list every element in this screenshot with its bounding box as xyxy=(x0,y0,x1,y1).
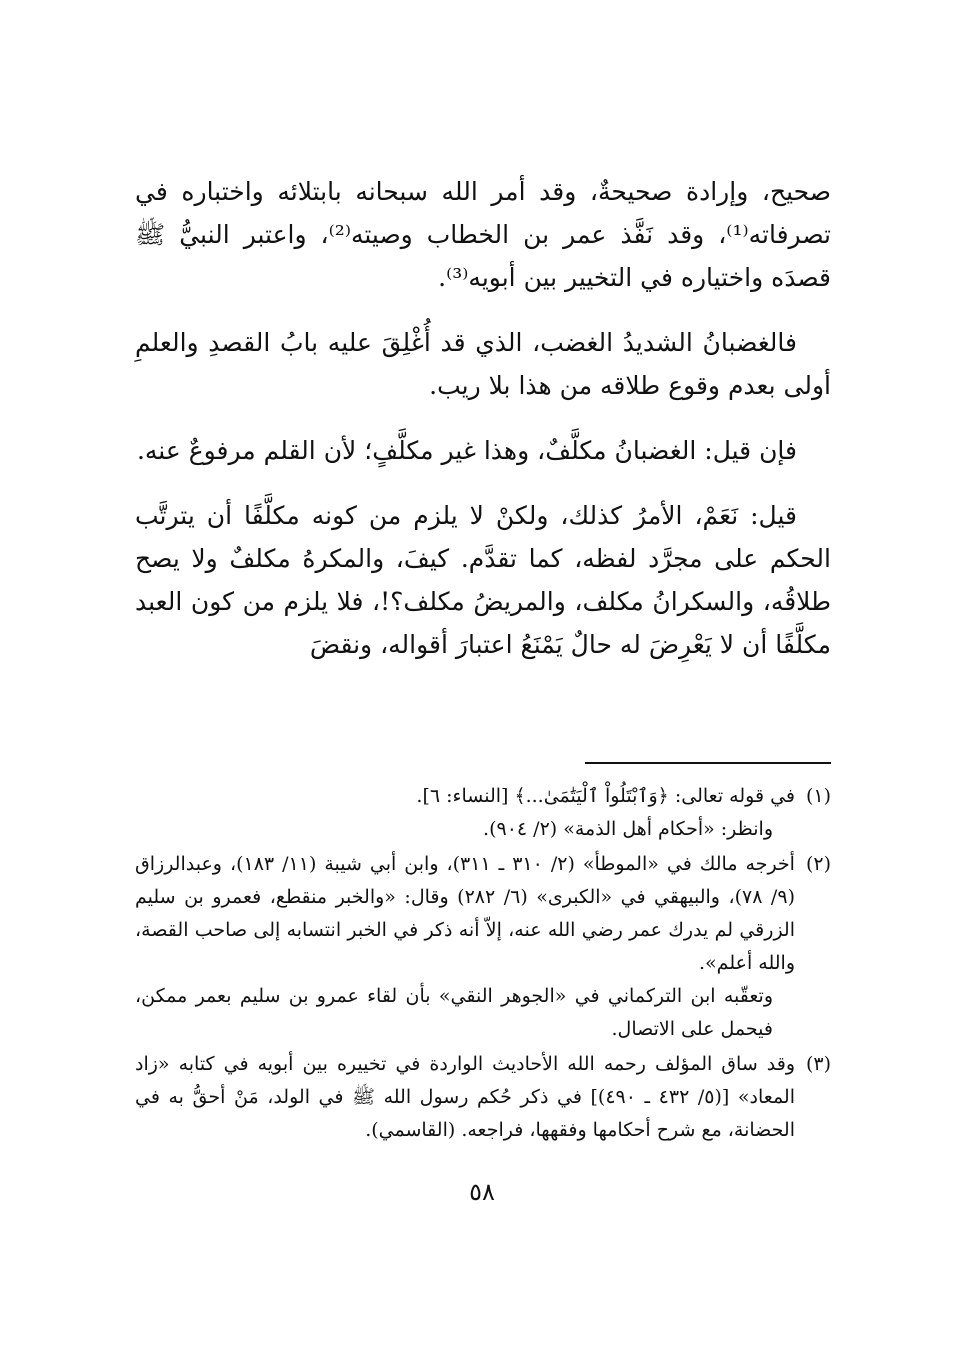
footnote-line: وتعقّبه ابن التركماني في «الجوهر النقي» بأن لقاء عمرو بن سليم بعمر ممكن، فيحمل على الاتصال. xyxy=(135,985,773,1040)
footnote-line: أخرجه مالك في «الموطأ» (٢/ ٣١٠ ـ ٣١١)، وابن أبي شيبة (١١/ ١٨٣)، وعبدالرزاق (٩/ ٧٨)، والبيهقي في «الكبرى» (٦/ ٢٨٢) وقال: «والخبر منقطع، فعمرو بن سليم الزرقي لم يدرك عمر رضي الله عنه، إلاّ أنه ذكر في الخبر انتسابه إلى صاحب القصة، والله أعلم». xyxy=(135,853,795,974)
footnote-body xyxy=(135,780,795,846)
footnote-1 xyxy=(135,780,831,846)
footnotes xyxy=(135,780,831,1149)
paragraph-4: قيل: نَعَمْ، الأمرُ كذلك، ولكنْ لا يلزم من كونه مكلَّفًا أن يترتَّب الحكم على مجرَّد لفظه، كما تقدَّم. كيفَ، والمكرهُ مكلفٌ ولا يصح طلاقُه، والسكرانُ مكلف، والمريضُ مكلف؟!، فلا يلزم من كون العبد مكلَّفًا أن لا يَعْرِضَ له حالٌ يَمْنَعُ اعتبارَ أقواله، ونقضَ xyxy=(135,501,831,659)
footnote-line: في قوله تعالى: ﴿وَٱبْتَلُواْ ٱلْيَتَٰمَىٰ...﴾ [النساء: ٦]. xyxy=(416,785,795,807)
footnote-separator xyxy=(585,762,831,764)
main-text xyxy=(135,170,831,688)
footnote-body xyxy=(135,848,795,1046)
footnote-body xyxy=(135,1048,795,1147)
footnote-number: (٣) xyxy=(805,1053,831,1075)
footnote-3 xyxy=(135,1048,831,1147)
footnote-number: (١) xyxy=(805,785,831,807)
footnote-2 xyxy=(135,848,831,1046)
footnote-line: وانظر: «أحكام أهل الذمة» (٢/ ٩٠٤). xyxy=(483,818,773,840)
footnote-line: وقد ساق المؤلف رحمه الله الأحاديث الواردة في تخييره بين أبويه في كتابه «زاد المعاد» [(٥/ ٤٣٢ ـ ٤٩٠)] في ذكر حُكم رسول الله ﷺ في الولد، مَنْ أحقُّ به في الحضانة، مع شرح أحكامها وفقهها، فراجعه. (القاسمي). xyxy=(135,1053,795,1141)
paragraph-1: صحيح، وإرادة صحيحةٌ، وقد أمر الله سبحانه بابتلائه واختباره في تصرفاته⁽¹⁾، وقد نَفَّذ عمر بن الخطاب وصيته⁽²⁾، واعتبر النبيُّ ﷺ قصدَه واختياره في التخيير بين أبويه⁽³⁾. xyxy=(135,177,831,292)
footnote-number: (٢) xyxy=(805,853,831,875)
page-number: ٥٨ xyxy=(469,1178,495,1206)
paragraph-2: فالغضبانُ الشديدُ الغضب، الذي قد أُغْلِقَ عليه بابُ القصدِ والعلمِ أولى بعدم وقوع طلاقه من هذا بلا ريب. xyxy=(135,328,831,400)
paragraph-3: فإن قيل: الغضبانُ مكلَّفٌ، وهذا غير مكلَّفٍ؛ لأن القلم مرفوعٌ عنه. xyxy=(136,436,797,465)
